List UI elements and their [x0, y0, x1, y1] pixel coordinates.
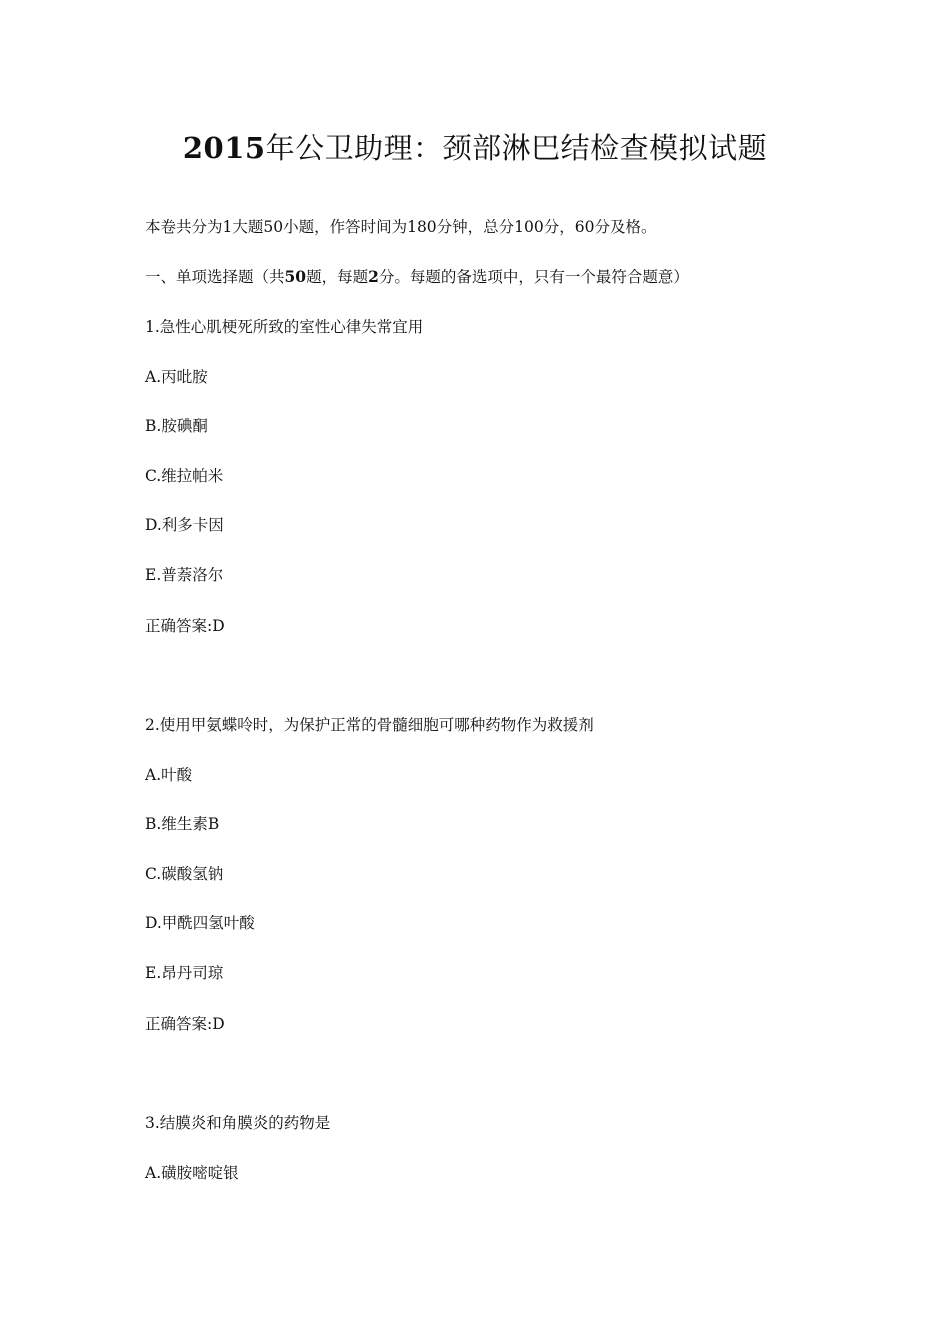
question-2-option-b: B.维生素B [145, 815, 220, 833]
section-heading: 一、单项选择题（共50题，每题2分。每题的备选项中，只有一个最符合题意） [145, 267, 689, 286]
question-2-option-c: C.碳酸氢钠 [145, 865, 224, 883]
question-2-answer: 正确答案:D [145, 1015, 225, 1033]
question-3-stem: 3.结膜炎和角膜炎的药物是 [145, 1114, 331, 1132]
document-title [0, 128, 950, 168]
title-year: 2015 [182, 131, 266, 165]
question-2-option-d: D.甲酰四氢叶酸 [145, 914, 255, 932]
intro-text: 本卷共分为1大题50小题，作答时间为180分钟，总分100分，60分及格。 [145, 218, 657, 236]
question-2-stem: 2.使用甲氨蝶呤时，为保护正常的骨髓细胞可哪种药物作为救援剂 [145, 716, 594, 734]
section-points: 2 [368, 267, 379, 286]
question-1-option-c: C.维拉帕米 [145, 467, 224, 485]
title-text: 年公卫助理：颈部淋巴结检查模拟试题 [265, 131, 768, 165]
question-1-option-b: B.胺碘酮 [145, 417, 208, 435]
section-question-count: 50 [284, 267, 307, 286]
question-1-option-e: E.普萘洛尔 [145, 566, 224, 584]
question-3-option-a: A.磺胺嘧啶银 [145, 1164, 239, 1182]
question-1-answer: 正确答案:D [145, 617, 225, 635]
question-1-stem: 1.急性心肌梗死所致的室性心律失常宜用 [145, 318, 424, 336]
question-2-option-e: E.昂丹司琼 [145, 964, 224, 982]
question-1-option-d: D.利多卡因 [145, 516, 224, 534]
question-2-option-a: A.叶酸 [145, 766, 193, 784]
question-1-option-a: A.丙吡胺 [145, 368, 208, 386]
